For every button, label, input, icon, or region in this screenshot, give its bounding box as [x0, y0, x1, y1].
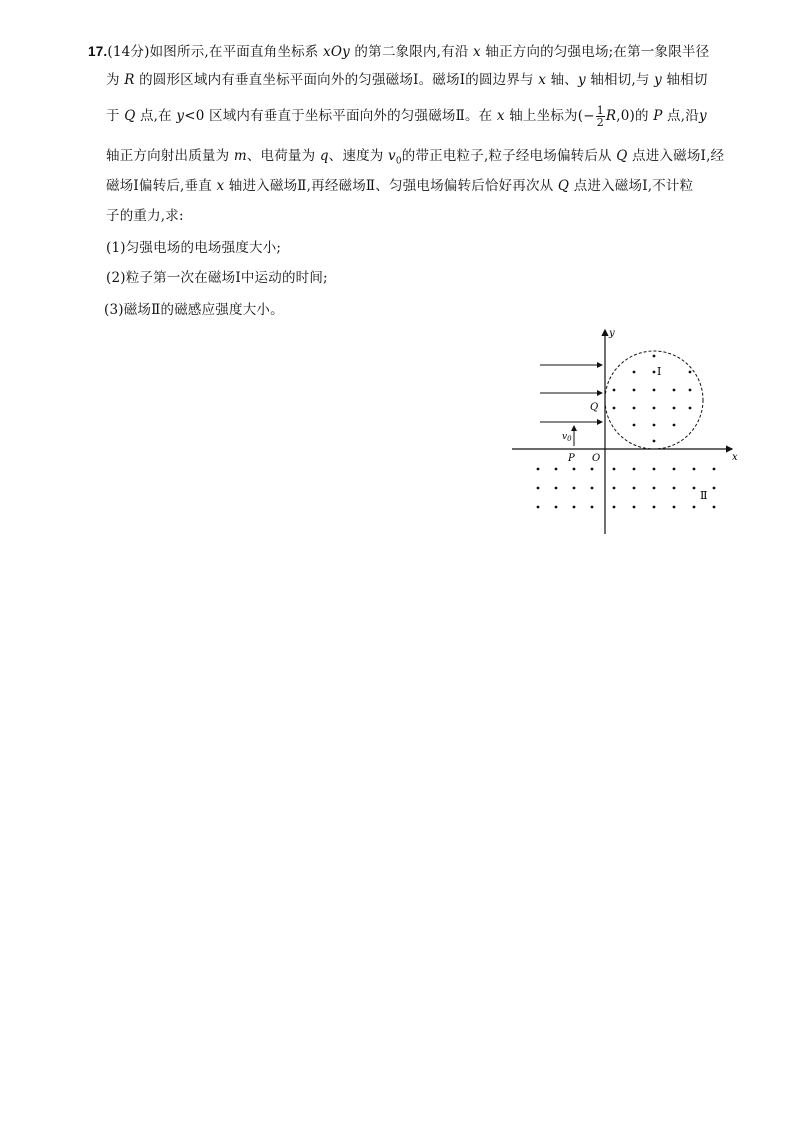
stem-text: 点进入磁场Ⅰ,不计粒 — [573, 178, 694, 194]
stem-text: 、速度为 — [328, 148, 384, 164]
diagram-svg — [510, 322, 750, 540]
minus-sign: − — [583, 108, 595, 124]
problem-number: 17. — [88, 44, 108, 59]
stem-text: 轴进入磁场Ⅱ,再经磁场Ⅱ、匀强电场偏转后恰好再次从 — [228, 178, 554, 194]
var-y: y — [176, 108, 185, 124]
origin-label: O — [592, 453, 601, 464]
var-y: y — [654, 72, 662, 88]
var-R: R — [605, 108, 617, 124]
stem-text: 磁场Ⅰ偏转后,垂直 — [106, 178, 212, 194]
stem-text: <0 区域内有垂直于坐标平面向外的匀强磁场Ⅱ。在 — [184, 108, 493, 124]
var-R: R — [124, 72, 135, 88]
var-P: P — [653, 108, 663, 124]
y-axis-label: y — [609, 328, 615, 339]
field-I-label: Ⅰ — [657, 365, 662, 378]
var-v-subscript: 0 — [395, 156, 402, 167]
stem-text: ,0)的 — [616, 108, 649, 124]
stem-text: 、电荷量为 — [246, 148, 316, 164]
stem-line-1 — [88, 40, 709, 60]
var-Q: Q — [124, 108, 136, 124]
velocity-symbol: v — [562, 432, 568, 442]
stem-line-6: 子的重力,求: — [106, 208, 184, 224]
field-diagram — [510, 322, 750, 540]
velocity-label — [562, 432, 572, 443]
stem-text: 的圆形区域内有垂直坐标平面向外的匀强磁场Ⅰ。磁场Ⅰ的圆边界与 — [139, 72, 534, 88]
field-I-boundary — [605, 351, 703, 449]
stem-text: 轴、 — [550, 72, 578, 88]
stem-text: 的第二象限内,有沿 — [354, 44, 469, 60]
stem-line-5 — [106, 174, 693, 194]
point-Q-label: Q — [590, 402, 599, 413]
fraction-one-half — [596, 105, 605, 128]
stem-text: 于 — [106, 108, 120, 124]
x-axis-label: x — [732, 452, 738, 463]
var-x: x — [538, 72, 547, 88]
var-x: x — [496, 108, 505, 124]
question-3: (3)磁场Ⅱ的磁感应强度大小。 — [104, 302, 284, 318]
stem-line-4 — [106, 144, 724, 167]
var-m: m — [233, 148, 247, 164]
var-xoy: xOy — [323, 44, 350, 60]
question-2: (2)粒子第一次在磁场Ⅰ中运动的时间; — [106, 270, 328, 286]
stem-text: 轴上坐标为( — [509, 108, 584, 124]
stem-text: 如图所示,在平面直角坐标系 — [149, 44, 319, 60]
var-Q: Q — [557, 178, 570, 194]
point-P-label: P — [568, 453, 575, 464]
stem-text: 点进入磁场Ⅰ,经 — [632, 148, 725, 164]
stem-text: 轴正方向射出质量为 — [106, 148, 230, 164]
var-y: y — [698, 108, 707, 124]
fraction-denominator: 2 — [596, 116, 604, 129]
question-1: (1)匀强电场的电场强度大小; — [106, 240, 282, 256]
fraction-numerator: 1 — [596, 104, 604, 117]
problem-score: (14分) — [107, 44, 150, 60]
var-x: x — [473, 44, 481, 60]
stem-text: 轴相切 — [666, 72, 708, 88]
stem-line-2 — [106, 68, 708, 88]
stem-text: 点,在 — [139, 108, 172, 124]
stem-text: 点,沿 — [667, 108, 699, 124]
var-q: q — [319, 148, 329, 164]
stem-text: 轴相切,与 — [590, 72, 650, 88]
field-I-dots — [613, 355, 692, 443]
velocity-subscript: 0 — [567, 435, 572, 443]
stem-text: 为 — [106, 72, 120, 88]
var-y: y — [577, 72, 586, 88]
field-II-dots — [537, 468, 716, 509]
var-v: v — [387, 148, 396, 164]
stem-text: 轴正方向的匀强电场;在第一象限半径 — [485, 44, 710, 60]
var-x: x — [216, 178, 225, 194]
field-II-label: Ⅱ — [700, 489, 708, 502]
var-Q: Q — [616, 148, 628, 164]
stem-text: 的带正电粒子,粒子经电场偏转后从 — [401, 148, 612, 164]
stem-line-3 — [106, 104, 707, 128]
